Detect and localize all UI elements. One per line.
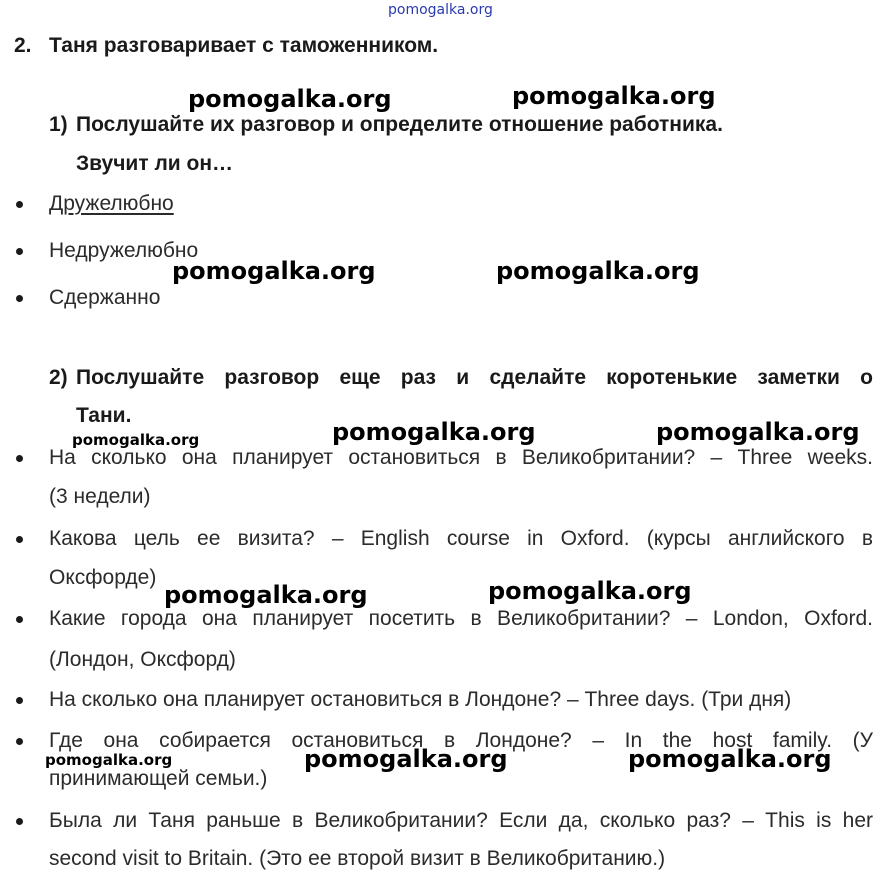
note-item-6-line1: Была ли Таня раньше в Великобритании? Если да, сколько раз? – This is her — [49, 809, 873, 832]
note-item-1-line2: (3 недели) — [49, 485, 151, 508]
note-item-5-line2: принимающей семьи.) — [49, 767, 268, 790]
bullet-icon — [16, 201, 23, 208]
bullet-icon — [16, 616, 23, 623]
note-item-4-line1: На сколько она планирует остановиться в Лондоне? – Three days. (Три дня) — [49, 688, 792, 711]
watermark: pomogalka.org — [188, 85, 392, 113]
watermark-top: pomogalka.org — [388, 2, 493, 18]
part2-instruction-line1: Послушайте разговор еще раз и сделайте коротенькие заметки о — [76, 366, 873, 389]
bullet-icon — [16, 738, 23, 745]
watermark: pomogalka.org — [628, 745, 832, 773]
watermark: pomogalka.org — [656, 418, 860, 446]
note-item-1-line1: На сколько она планирует остановиться в Великобритании? – Three weeks. — [49, 446, 873, 469]
note-item-5-line1: Где она собирается остановиться в Лондоне? – In the host family. (У — [49, 729, 873, 752]
watermark: pomogalka.org — [496, 257, 700, 285]
task-title: Таня разговаривает с таможенником. — [49, 34, 439, 57]
part2-number: 2) — [49, 366, 68, 389]
bullet-icon — [16, 818, 23, 825]
option-unfriendly: Недружелюбно — [49, 239, 199, 262]
watermark: pomogalka.org — [488, 577, 692, 605]
part2-instruction-line2: Тани. — [76, 404, 132, 427]
part1-instruction-line2: Звучит ли он… — [76, 152, 234, 175]
part1-instruction-line1: Послушайте их разговор и определите отношение работника. — [76, 113, 723, 136]
note-item-6-line2: second visit to Britain. (Это ее второй визит в Великобританию.) — [49, 847, 666, 870]
watermark: pomogalka.org — [164, 581, 368, 609]
watermark: pomogalka.org — [172, 257, 376, 285]
note-item-2-line1: Какова цель ее визита? – English course in Oxford. (курсы английского в — [49, 527, 873, 550]
watermark: pomogalka.org — [304, 745, 508, 773]
note-item-3-line1: Какие города она планирует посетить в Великобритании? – London, Oxford. — [49, 607, 873, 630]
watermark: pomogalka.org — [512, 82, 716, 110]
bullet-icon — [16, 536, 23, 543]
option-reserved: Сдержанно — [49, 286, 161, 309]
note-item-2-line2: Оксфорде) — [49, 566, 157, 589]
bullet-icon — [16, 248, 23, 255]
bullet-icon — [16, 697, 23, 704]
watermark: pomogalka.org — [72, 431, 200, 449]
bullet-icon — [16, 295, 23, 302]
part1-number: 1) — [49, 113, 68, 136]
option-friendly-selected: Дружелюбно — [49, 192, 174, 215]
note-item-3-line2: (Лондон, Оксфорд) — [49, 648, 236, 671]
task-number: 2. — [14, 34, 32, 57]
bullet-icon — [16, 455, 23, 462]
watermark: pomogalka.org — [332, 418, 536, 446]
watermark: pomogalka.org — [45, 751, 173, 769]
